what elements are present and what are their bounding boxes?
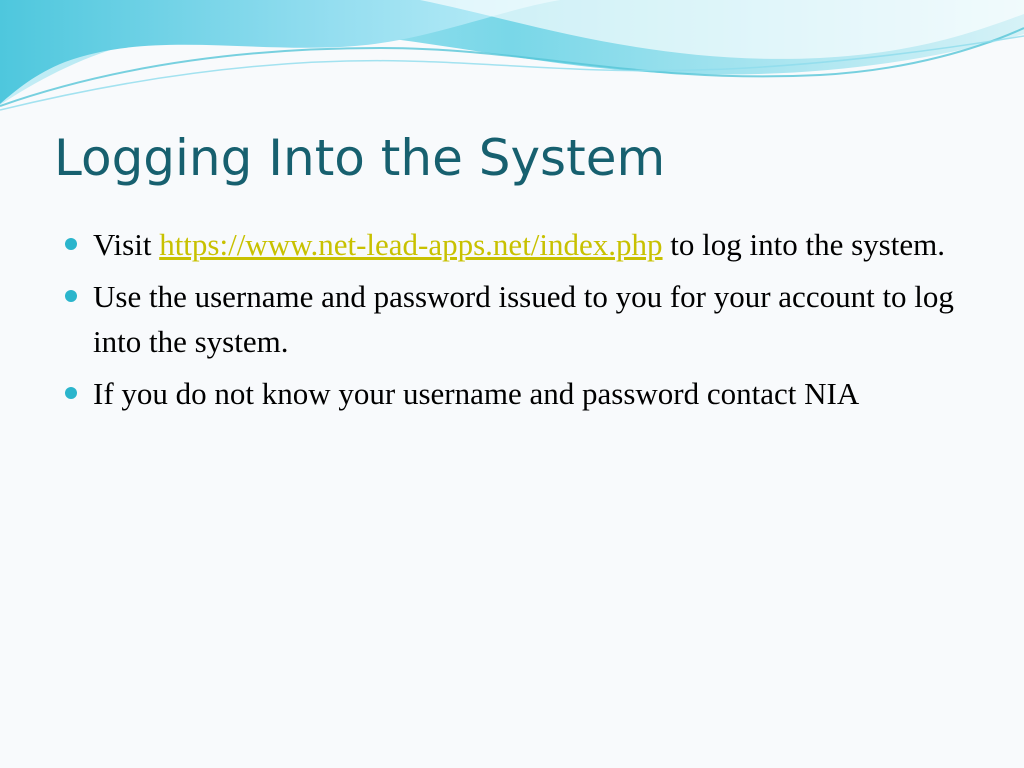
decorative-wave-header [0,0,1024,120]
bullet-list [62,222,962,423]
bullet-suffix-text: to log into the system. [662,227,945,262]
bullet-dot-icon [65,387,77,399]
bullet-dot-icon [65,290,77,302]
bullet-item-visit-link [62,222,962,267]
bullet-text: Use the username and password issued to you for your account to log into the system. [93,279,954,359]
slide-title: Logging Into the System [54,129,666,187]
bullet-item-contact [62,371,962,416]
bullet-item-credentials [62,274,962,364]
bullet-prefix-text: Visit [93,227,160,262]
login-url-link[interactable]: https://www.net-lead-apps.net/index.php [159,227,663,262]
bullet-dot-icon [65,238,77,250]
bullet-text: If you do not know your username and password contact NIA [93,376,860,411]
